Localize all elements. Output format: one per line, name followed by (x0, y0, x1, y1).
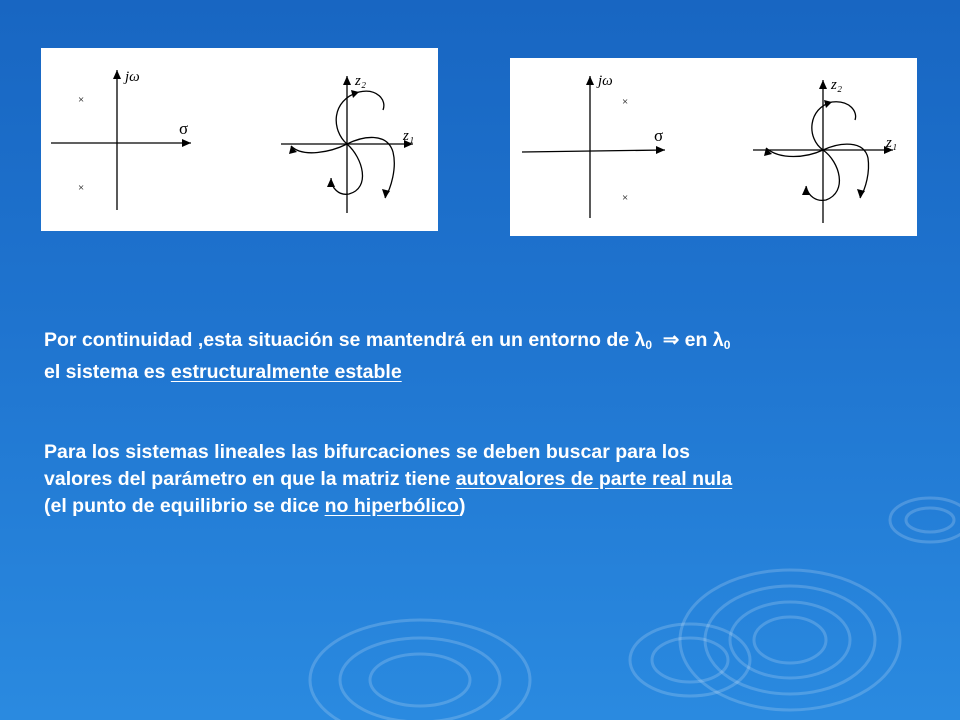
lambda-symbol: λ (712, 329, 724, 351)
arrowhead (824, 100, 832, 108)
para1-text-a: Por continuidad ,esta situación se mantendrá en un entorno de (44, 329, 635, 351)
arrowhead (182, 139, 191, 147)
sigma-axis (522, 150, 665, 152)
para2-line2 (44, 466, 924, 493)
para2-line3 (44, 493, 924, 520)
para1-line1 (44, 327, 924, 359)
lambda-symbol: λ (634, 329, 646, 351)
para1-text-b: en (679, 329, 713, 351)
bifurcation-paragraph (44, 439, 924, 520)
arrowhead (802, 186, 810, 195)
pole-marker: × (622, 96, 629, 108)
jw-label: jω (598, 73, 613, 89)
z1-label: z₁ (403, 128, 415, 144)
structurally-stable-term: estructuralmente estable (170, 361, 402, 383)
lambda-subscript: 0 (723, 338, 731, 352)
para2-line3-text: (el punto de equilibrio se dice (44, 495, 325, 517)
para2-line3-close: ) (458, 495, 466, 517)
sigma-label: σ (179, 119, 189, 138)
implies-symbol: ⇒ (662, 329, 680, 351)
arrowhead (351, 90, 359, 98)
pole-marker: × (78, 94, 85, 106)
zero-real-part-term: autovalores de parte real nula (455, 468, 733, 490)
trajectory-arc (766, 148, 823, 157)
arrowhead (819, 80, 827, 89)
trajectory-arc (347, 137, 394, 198)
trajectory-arc (291, 144, 347, 153)
lambda-subscript: 0 (645, 338, 653, 352)
arrowhead (113, 70, 121, 79)
z2-label: z₂ (831, 77, 843, 93)
z2-label: z₂ (355, 73, 367, 89)
arrowhead (343, 76, 351, 85)
pole-marker: × (78, 182, 85, 194)
diagram-right-svg (510, 58, 917, 236)
para1-line2 (44, 359, 924, 386)
arrowhead (327, 178, 335, 187)
continuity-paragraph (44, 327, 924, 386)
jw-label: jω (125, 69, 140, 85)
phase-diagram-right (510, 58, 917, 236)
phase-diagram-left (41, 48, 438, 231)
z1-label: z₁ (886, 135, 898, 151)
pole-marker: × (622, 192, 629, 204)
diagram-left-svg (41, 48, 438, 231)
non-hyperbolic-term: no hiperbólico (324, 495, 459, 517)
sigma-label: σ (654, 126, 664, 145)
para2-line1: Para los sistemas lineales las bifurcaciones se deben buscar para los (44, 441, 690, 463)
para1-text-c: el sistema es (44, 361, 171, 383)
trajectory-arc (812, 102, 856, 150)
arrowhead (586, 76, 594, 85)
trajectory-arc (336, 91, 384, 144)
para2-line2-text: valores del parámetro en que la matriz tiene (44, 468, 456, 490)
trajectory-arc (823, 144, 869, 198)
arrowhead (656, 146, 665, 154)
